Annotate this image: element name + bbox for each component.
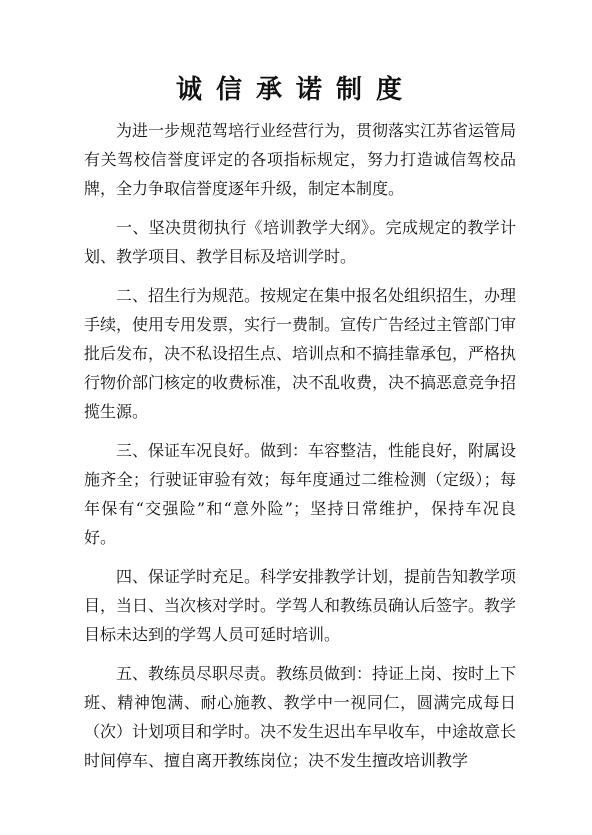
paragraph-2: 二、招生行为规范。按规定在集中报名处组织招生，办理手续，使用专用发票，实行一费制。宣传广告经过主管部门审批后发布，决不私设招生点、培训点和不搞挂靠承包，严格执行物价部门核定的收费标准，决不乱收费，决不搞恶意竞争招揽生源。 (84, 286, 517, 421)
paragraph-3: 三、保证车况良好。做到：车容整洁，性能良好，附属设施齐全；行驶证审验有效；每年度通过二维检测（定级）；每年保有“交强险”和“意外险”；坚持日常维护，保持车况良好。 (84, 441, 517, 547)
paragraph-4: 四、保证学时充足。科学安排教学计划，提前告知教学项目，当日、当次核对学时。学驾人和教练员确认后签字。教学目标未达到的学驾人员可延时培训。 (84, 567, 517, 644)
paragraph-1: 一、坚决贯彻执行《培训教学大纲》。完成规定的教学计划、教学项目、教学目标及培训学时。 (84, 218, 516, 266)
document-title: 诚信承诺制度 (175, 75, 416, 105)
paragraph-5: 五、教练员尽职尽责。教练员做到：持证上岗、按时上下班、精神饱满、耐心施教、教学中一视同仁，圆满完成每日（次）计划项目和学时。决不发生迟出车早收车，中途故意长时间停车、擅自离开教练岗位；决不发生擅改培训教学 (84, 664, 517, 770)
document-body (84, 116, 516, 785)
paragraph-intro: 为进一步规范驾培行业经营行为，贯彻落实江苏省运管局有关驾校信誉度评定的各项指标规定，努力打造诚信驾校品牌，全力争取信誉度逐年升级，制定本制度。 (84, 121, 517, 198)
